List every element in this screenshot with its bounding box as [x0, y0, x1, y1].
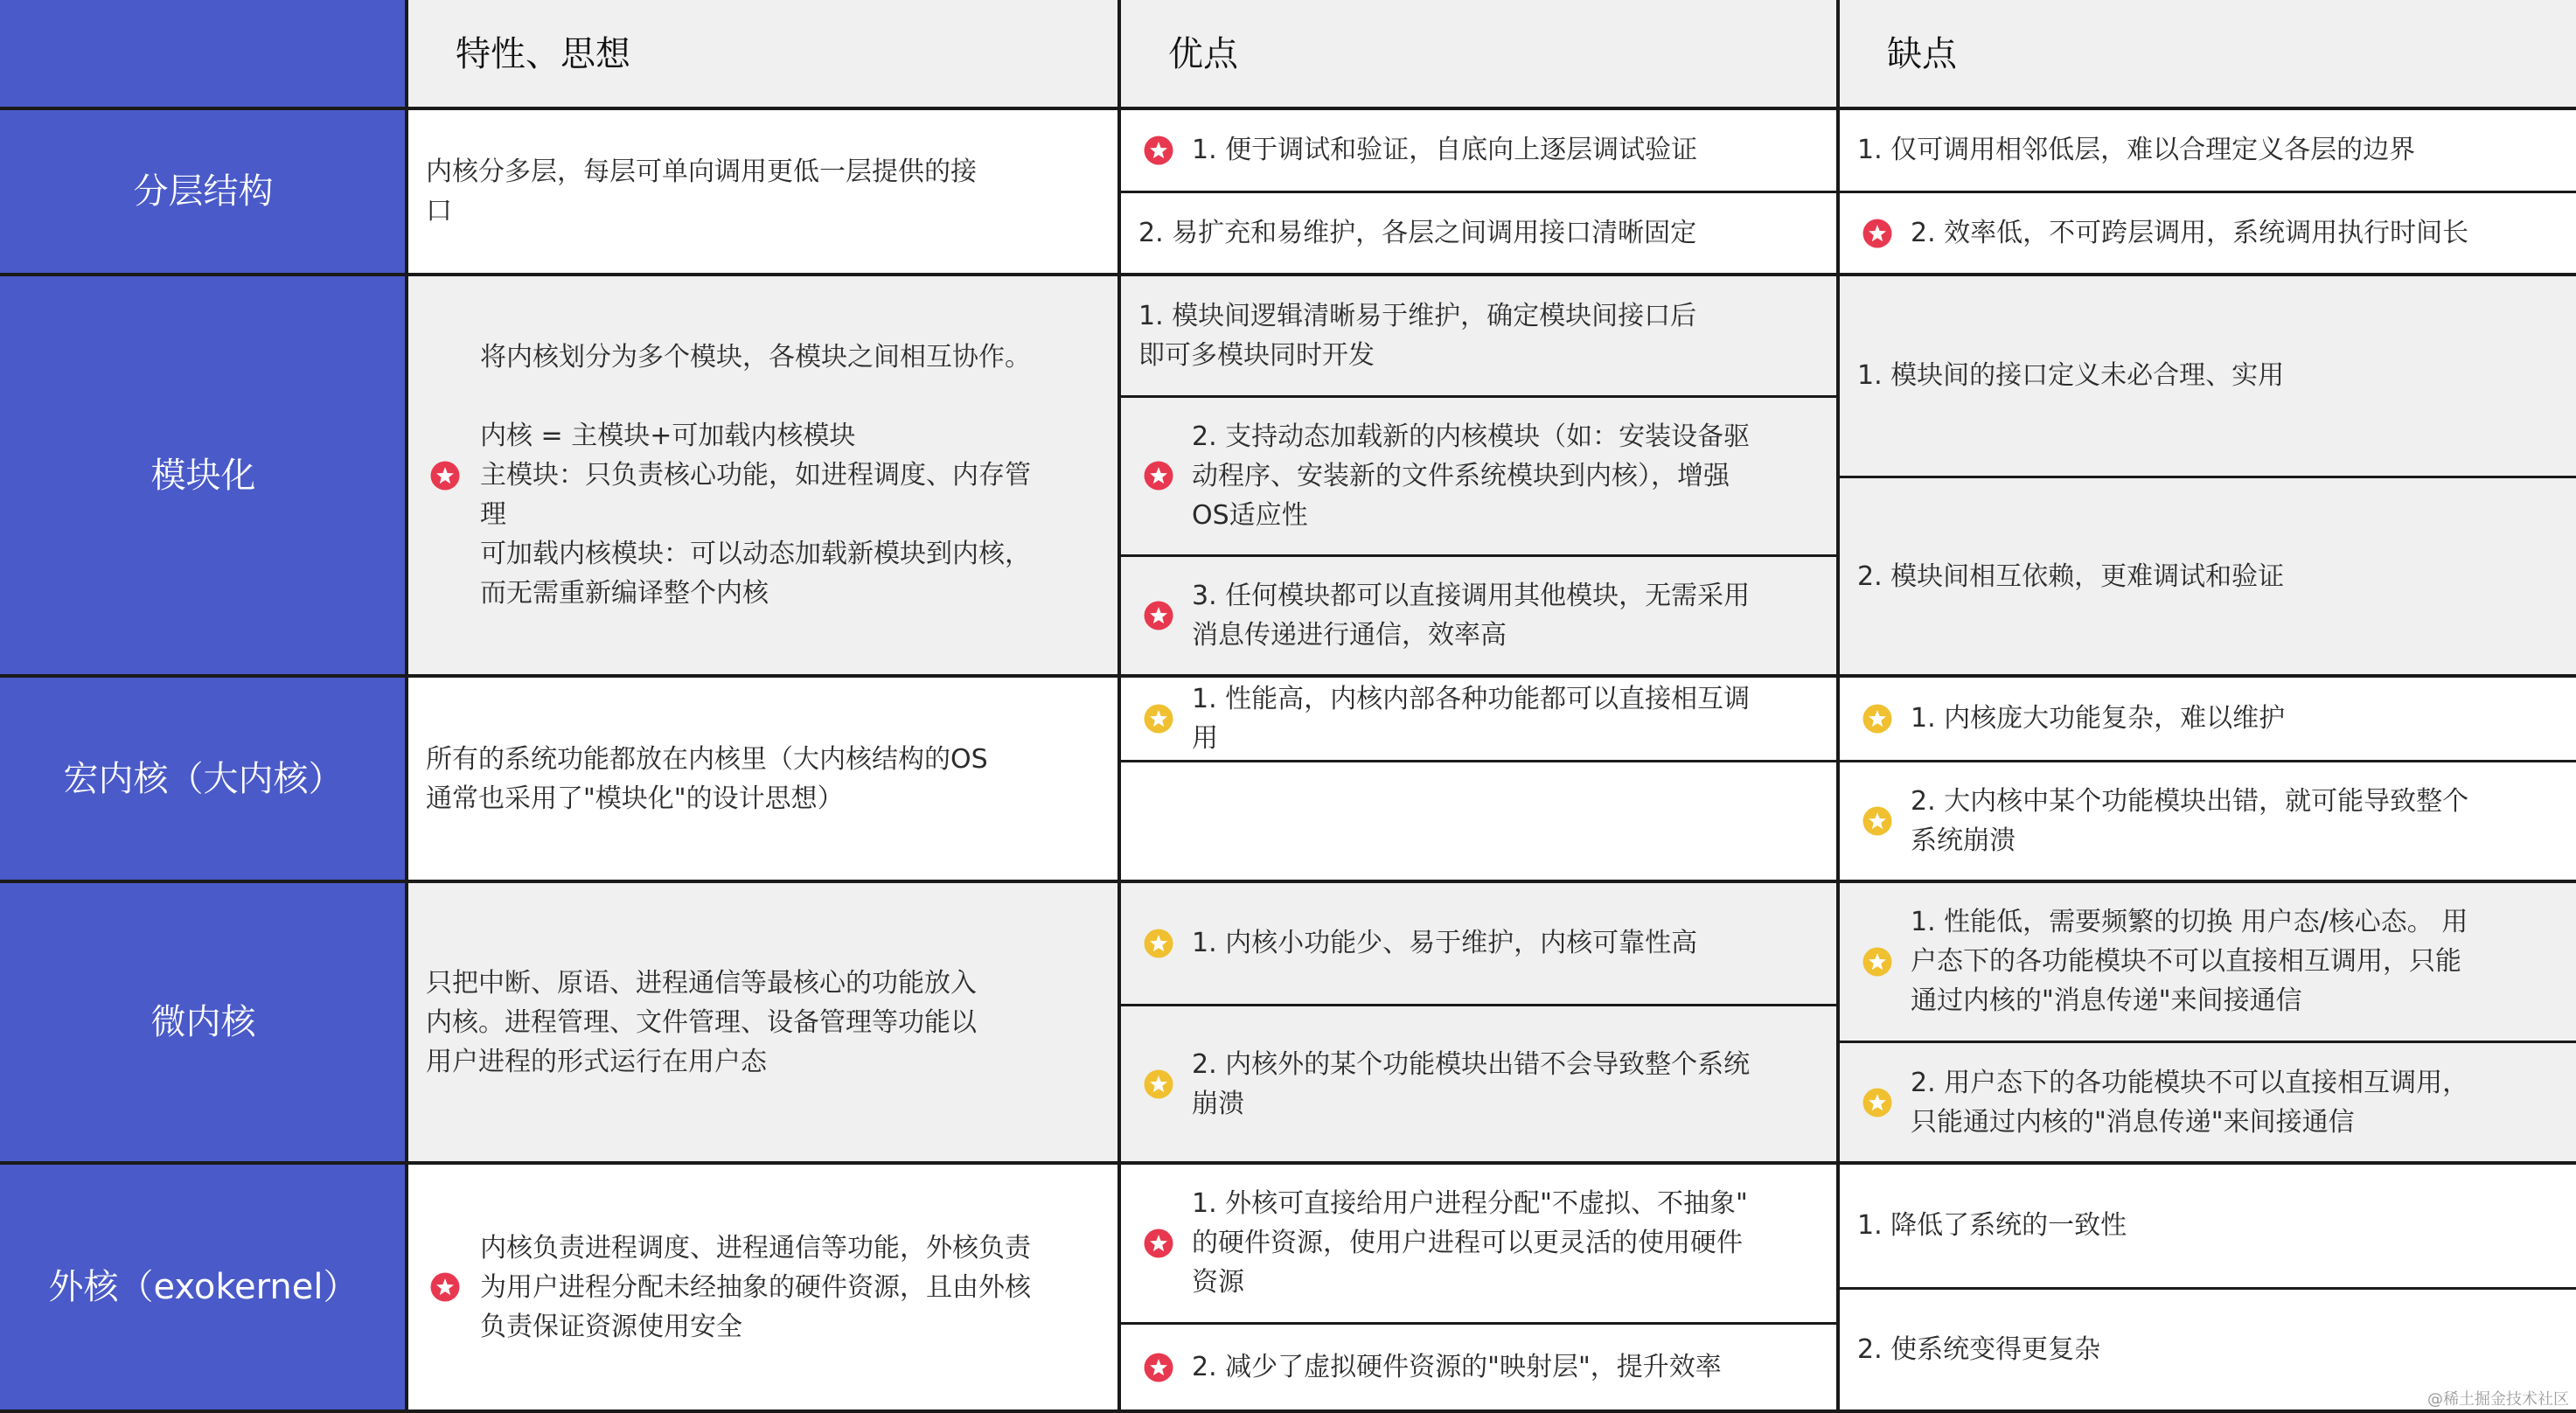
column-divider	[1117, 0, 1121, 1411]
text-line: 1. 内核小功能少、易于维护，内核可靠性高	[1192, 928, 1698, 958]
text-line: 3. 任何模块都可以直接调用其他模块，无需采用	[1192, 581, 1751, 611]
feature-cell	[407, 275, 1119, 676]
text-line: 内核 = 主模块+可加载内核模块	[480, 421, 856, 451]
cell-text	[1911, 902, 2560, 1020]
cell-text	[426, 152, 1104, 231]
cell-text	[1857, 557, 2560, 596]
row-divider	[0, 674, 2576, 678]
text-line: 为用户进程分配未经抽象的硬件资源，且由外核	[480, 1271, 1031, 1303]
pro-cell	[1119, 881, 1838, 1005]
red-star-icon	[1143, 600, 1174, 631]
header-corner	[0, 0, 407, 108]
text-line: 2. 模块间相互依赖，更难调试和验证	[1857, 560, 2285, 592]
con-cell	[1838, 1041, 2576, 1163]
sub-divider	[1119, 554, 1838, 557]
cell-text	[1857, 1206, 2560, 1245]
cell-text	[1911, 213, 2560, 253]
cell-text	[1911, 782, 2560, 860]
header-cons: 缺点	[1838, 0, 2576, 108]
text-line: 1. 外核可直接给用户进程分配"不虚拟、不抽象"	[1192, 1188, 1748, 1219]
pro-cell	[1119, 676, 1838, 761]
feature-cell	[407, 108, 1119, 275]
text-line: 将内核划分为多个模块，各模块之间相互协作。	[480, 342, 1031, 372]
feature-cell	[407, 1163, 1119, 1411]
text-line: 1. 模块间的接口定义未必合理、实用	[1857, 360, 2285, 391]
red-star-icon	[1143, 1352, 1174, 1383]
header-features: 特性、思想	[407, 0, 1119, 108]
pro-cell	[1119, 396, 1838, 555]
yellow-star-icon	[1862, 946, 1893, 978]
text-line: 资源	[1192, 1267, 1244, 1298]
cell-text	[1911, 699, 2560, 738]
text-line: 可加载内核模块：可以动态加载新模块到内核，	[480, 539, 1031, 569]
yellow-star-icon	[1143, 928, 1174, 959]
cell-text	[426, 964, 1104, 1082]
cell-text	[1192, 679, 1822, 758]
text-line: 1. 性能高，内核内部各种功能都可以直接相互调	[1192, 683, 1751, 714]
sub-divider	[1119, 1322, 1838, 1325]
sub-divider	[1838, 191, 2576, 193]
feature-cell	[407, 676, 1119, 881]
cell-text	[1857, 130, 2560, 170]
pro-cell	[1119, 1163, 1838, 1323]
con-cell	[1838, 477, 2576, 676]
text-line: 崩溃	[1192, 1088, 1244, 1119]
con-cell	[1838, 676, 2576, 761]
con-cell	[1838, 191, 2576, 275]
text-line: 1. 仅可调用相邻低层，难以合理定义各层的边界	[1857, 135, 2416, 165]
text-line: 通常也采用了"模块化"的设计思想）	[426, 783, 844, 814]
row-label: 外核（exokernel）	[0, 1163, 407, 1411]
text-line: 的硬件资源，使用户进程可以更灵活的使用硬件	[1192, 1228, 1743, 1258]
row-label: 模块化	[0, 275, 407, 676]
pro-cell	[1119, 191, 1838, 275]
row-divider	[0, 1410, 2576, 1413]
text-line: 主模块：只负责核心功能，如进程调度、内存管	[480, 460, 1031, 491]
pro-cell	[1119, 1005, 1838, 1163]
cell-text	[1192, 576, 1822, 655]
text-line: 而无需重新编译整个内核	[480, 578, 769, 609]
red-star-icon	[429, 460, 461, 491]
text-line: 2. 大内核中某个功能模块出错，就可能导致整个	[1911, 786, 2469, 817]
text-line: 内核。进程管理、文件管理、设备管理等功能以	[426, 1006, 977, 1038]
text-line: 用	[1192, 722, 1218, 754]
cell-text	[1138, 213, 1822, 253]
text-line: 1. 便于调试和验证，自底向上逐层调试验证	[1192, 135, 1698, 165]
header-pros: 优点	[1119, 0, 1838, 108]
sub-divider	[1838, 760, 2576, 762]
yellow-star-icon	[1143, 1068, 1174, 1100]
sub-divider	[1838, 476, 2576, 478]
sub-divider	[1838, 1041, 2576, 1043]
red-star-icon	[429, 1271, 461, 1303]
text-line: 所有的系统功能都放在内核里（大内核结构的OS	[426, 743, 988, 775]
con-cell	[1838, 761, 2576, 881]
pro-cell	[1119, 1323, 1838, 1411]
row-divider	[0, 1161, 2576, 1165]
red-star-icon	[1143, 460, 1174, 491]
text-line: 系统崩溃	[1911, 825, 2016, 856]
text-line: 1. 内核庞大功能复杂，难以维护	[1911, 703, 2286, 734]
cell-text	[1192, 130, 1822, 170]
cell-text	[1138, 296, 1822, 375]
yellow-star-icon	[1862, 703, 1893, 734]
sub-divider	[1119, 760, 1838, 762]
pro-cell	[1119, 275, 1838, 396]
text-line: 消息传递进行通信，效率高	[1192, 620, 1507, 651]
con-cell	[1838, 881, 2576, 1041]
text-line: 1. 性能低，需要频繁的切换 用户态/核心态。 用	[1911, 907, 2468, 937]
text-line: 1. 模块间逻辑清晰易于维护，确定模块间接口后	[1138, 300, 1697, 331]
sub-divider	[1119, 395, 1838, 398]
con-cell	[1838, 275, 2576, 477]
text-line: 内核分多层，每层可单向调用更低一层提供的接	[426, 157, 977, 187]
text-line: 只把中断、原语、进程通信等最核心的功能放入	[426, 967, 977, 999]
text-line: 用户进程的形式运行在用户态	[426, 1046, 767, 1077]
row-label: 分层结构	[0, 108, 407, 275]
text-line: 2. 支持动态加载新的内核模块（如：安装设备驱	[1192, 421, 1751, 452]
pro-cell	[1119, 555, 1838, 676]
cell-text	[480, 1229, 1097, 1347]
cell-text	[1192, 1347, 1822, 1387]
sub-divider	[1119, 1004, 1838, 1006]
text-line: 理	[480, 499, 506, 530]
red-star-icon	[1143, 135, 1174, 166]
yellow-star-icon	[1143, 703, 1174, 734]
pro-cell	[1119, 108, 1838, 191]
text-line: 户态下的各功能模块不可以直接相互调用，只能	[1911, 946, 2461, 977]
row-divider	[0, 273, 2576, 276]
feature-cell	[407, 881, 1119, 1163]
text-line: 1. 降低了系统的一致性	[1857, 1210, 2127, 1241]
cell-text	[1192, 923, 1822, 963]
sub-divider	[1119, 191, 1838, 193]
text-line: 内核负责进程调度、进程通信等功能，外核负责	[480, 1232, 1031, 1263]
red-star-icon	[1862, 218, 1893, 249]
con-cell	[1838, 108, 2576, 191]
yellow-star-icon	[1862, 1087, 1893, 1118]
cell-text	[1857, 356, 2560, 395]
text-line	[480, 377, 1097, 416]
text-line: 2. 使系统变得更复杂	[1857, 1334, 2101, 1365]
row-label: 宏内核（大内核）	[0, 676, 407, 881]
text-line: 只能通过内核的"消息传递"来间接通信	[1911, 1106, 2355, 1138]
row-label: 微内核	[0, 881, 407, 1163]
column-divider	[405, 0, 408, 1411]
text-line: 2. 用户态下的各功能模块不可以直接相互调用，	[1911, 1067, 2469, 1098]
text-line: 动程序、安装新的文件系统模块到内核），增强	[1192, 460, 1730, 491]
cell-text	[1911, 1063, 2560, 1142]
cell-text	[426, 740, 1104, 818]
text-line: 2. 内核外的某个功能模块出错不会导致整个系统	[1192, 1048, 1751, 1080]
watermark: @稀土掘金技术社区	[2427, 1390, 2569, 1409]
row-divider	[0, 107, 2576, 110]
text-line: 2. 效率低，不可跨层调用，系统调用执行时间长	[1911, 218, 2469, 248]
sub-divider	[1838, 1287, 2576, 1290]
text-line: 负责保证资源使用安全	[480, 1311, 742, 1342]
text-line: OS适应性	[1192, 499, 1308, 531]
red-star-icon	[1143, 1228, 1174, 1259]
text-line: 口	[426, 196, 452, 226]
cell-text	[1192, 1045, 1822, 1124]
cell-text	[480, 338, 1097, 613]
cell-text	[1192, 1184, 1822, 1302]
text-line: 2. 减少了虚拟硬件资源的"映射层"，提升效率	[1192, 1352, 1722, 1382]
cell-text	[1857, 1330, 2560, 1369]
row-divider	[0, 880, 2576, 883]
con-cell	[1838, 1163, 2576, 1288]
text-line: 2. 易扩充和易维护，各层之间调用接口清晰固定	[1138, 218, 1697, 248]
column-divider	[1836, 0, 1840, 1411]
cell-text	[1192, 417, 1822, 535]
text-line: 通过内核的"消息传递"来间接通信	[1911, 985, 2302, 1016]
yellow-star-icon	[1862, 805, 1893, 837]
text-line: 即可多模块同时开发	[1138, 339, 1375, 371]
